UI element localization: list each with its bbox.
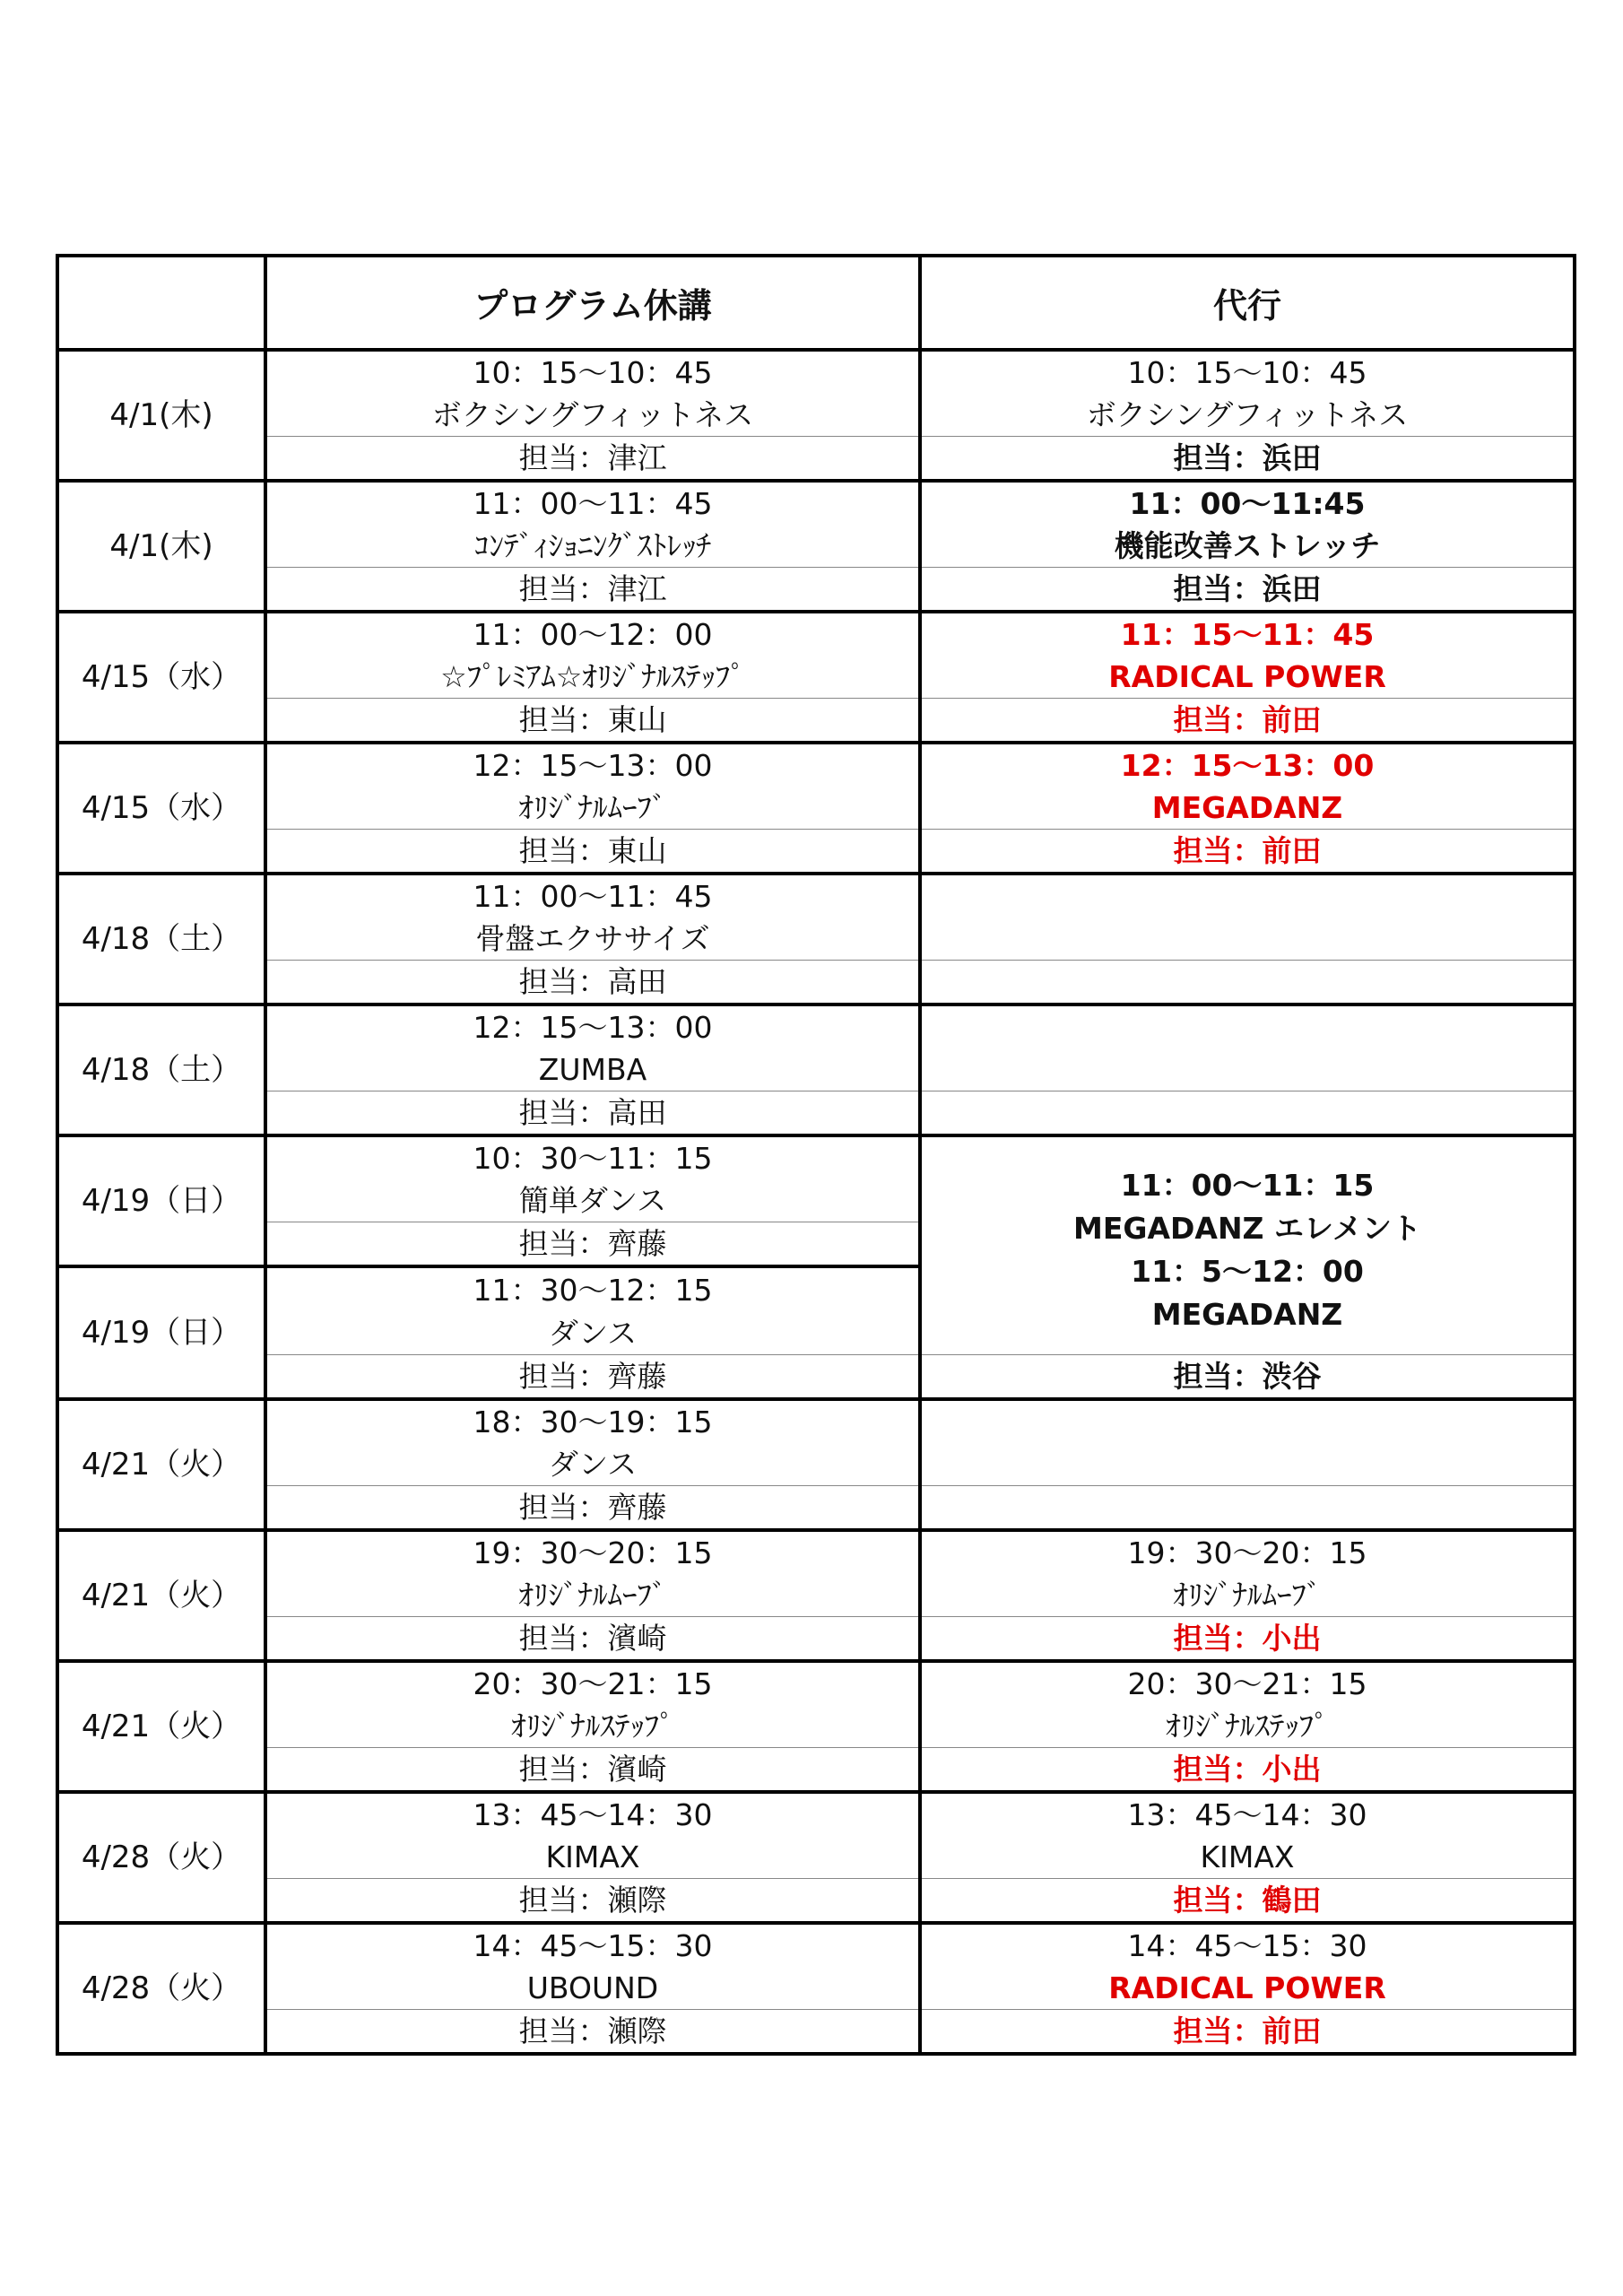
sub-time: 13：45〜14：30 [920,1792,1575,1836]
orig-program: 骨盤エクササイズ [265,918,920,961]
sub-instructor: 担当：小出 [920,1617,1575,1662]
orig-time: 13：45〜14：30 [265,1792,920,1836]
row-date: 4/1(木) [57,350,265,481]
orig-time: 18：30〜19：15 [265,1399,920,1443]
orig-instructor: 担当：齊藤 [265,1222,920,1267]
sub-program: ｵﾘｼﾞﾅﾙﾑｰﾌﾞ [920,1574,1575,1617]
sub-program: ボクシングフィットネス [920,394,1575,437]
orig-program: ダンス [265,1443,920,1486]
table-row [57,1530,1575,1574]
orig-time: 11：00〜11：45 [265,874,920,918]
schedule-sheet [56,254,1573,2056]
merged-sub-block [922,1137,1573,1354]
sub-empty [920,1004,1575,1091]
sub-empty [920,1091,1575,1136]
sub-program: 機能改善ストレッチ [920,525,1575,568]
header-original: プログラム休講 [265,256,920,350]
sub-program: MEGADANZ [920,787,1575,830]
sub-time: 19：30〜20：15 [920,1530,1575,1574]
sub-empty [920,1399,1575,1486]
row-date: 4/28（火） [57,1792,265,1923]
schedule-table [56,254,1576,2056]
orig-time: 12：15〜13：00 [265,1004,920,1048]
table-row [57,874,1575,918]
sub-instructor: 担当：浜田 [920,568,1575,613]
merged-sub-line4: MEGADANZ [1151,1297,1343,1332]
orig-program: ダンス [265,1312,920,1355]
table-row [57,1004,1575,1048]
orig-instructor: 担当：津江 [265,437,920,482]
merged-sub-line3: 11：5〜12：00 [1131,1254,1364,1289]
orig-instructor: 担当：瀬際 [265,1879,920,1924]
orig-time: 10：30〜11：15 [265,1135,920,1179]
orig-time: 20：30〜21：15 [265,1661,920,1705]
orig-program: ボクシングフィットネス [265,394,920,437]
orig-time: 11：30〜12：15 [265,1266,920,1312]
orig-program: ZUMBA [265,1048,920,1091]
row-date: 4/21（火） [57,1530,265,1661]
sub-time: 20：30〜21：15 [920,1661,1575,1705]
header-substitute: 代行 [920,256,1575,350]
orig-instructor: 担当：齊藤 [265,1486,920,1531]
table-row [57,1792,1575,1836]
sub-time: 11：15〜11：45 [920,612,1575,656]
sub-program: RADICAL POWER [920,656,1575,699]
orig-instructor: 担当：津江 [265,568,920,613]
merged-sub-line1: 11：00〜11：15 [1120,1168,1375,1203]
row-date: 4/21（火） [57,1399,265,1530]
orig-instructor: 担当：高田 [265,1091,920,1136]
table-row [57,1661,1575,1705]
orig-program: UBOUND [265,1967,920,2010]
orig-program: ☆ﾌﾟﾚﾐｱﾑ☆ｵﾘｼﾞﾅﾙｽﾃｯﾌﾟ [265,656,920,699]
orig-instructor: 担当：東山 [265,830,920,874]
row-date: 4/21（火） [57,1661,265,1792]
sub-program: ｵﾘｼﾞﾅﾙｽﾃｯﾌﾟ [920,1705,1575,1748]
sub-instructor: 担当：前田 [920,830,1575,874]
orig-time: 19：30〜20：15 [265,1530,920,1574]
orig-time: 14：45〜15：30 [265,1923,920,1967]
table-row [57,1923,1575,1967]
sub-instructor: 担当：浜田 [920,437,1575,482]
row-date: 4/1(木) [57,481,265,612]
sub-program: KIMAX [920,1836,1575,1879]
sub-instructor: 担当：小出 [920,1748,1575,1793]
merged-sub-instructor: 担当：渋谷 [922,1354,1573,1397]
orig-time: 10：15〜10：45 [265,350,920,394]
orig-program: ｵﾘｼﾞﾅﾙｽﾃｯﾌﾟ [265,1705,920,1748]
table-row [57,481,1575,525]
merged-substitute [920,1135,1575,1399]
row-date: 4/18（土） [57,874,265,1004]
orig-program: ｺﾝﾃﾞｨｼｮﾆﾝｸﾞｽﾄﾚｯﾁ [265,525,920,568]
table-row [57,1135,1575,1179]
orig-program: 簡単ダンス [265,1179,920,1222]
sub-time: 14：45〜15：30 [920,1923,1575,1967]
orig-instructor: 担当：濱崎 [265,1748,920,1793]
table-row [57,350,1575,394]
table-row [57,1399,1575,1443]
merged-sub-line2: MEGADANZ エレメント [1073,1211,1421,1246]
sub-empty [920,874,1575,961]
orig-instructor: 担当：瀬際 [265,2010,920,2055]
row-date: 4/28（火） [57,1923,265,2054]
orig-instructor: 担当：東山 [265,699,920,744]
row-date: 4/18（土） [57,1004,265,1135]
sub-instructor: 担当：鶴田 [920,1879,1575,1924]
orig-program: ｵﾘｼﾞﾅﾙﾑｰﾌﾞ [265,787,920,830]
orig-time: 12：15〜13：00 [265,743,920,787]
orig-program: KIMAX [265,1836,920,1879]
orig-instructor: 担当：濱崎 [265,1617,920,1662]
sub-time: 12：15〜13：00 [920,743,1575,787]
table-row [57,743,1575,787]
orig-instructor: 担当：齊藤 [265,1355,920,1400]
header-date [57,256,265,350]
sub-empty [920,961,1575,1005]
sub-empty [920,1486,1575,1531]
row-date: 4/15（水） [57,612,265,743]
header-row [57,256,1575,350]
orig-time: 11：00〜11：45 [265,481,920,525]
row-date: 4/19（日） [57,1266,265,1399]
orig-instructor: 担当：高田 [265,961,920,1005]
orig-time: 11：00〜12：00 [265,612,920,656]
sub-program: RADICAL POWER [920,1967,1575,2010]
orig-program: ｵﾘｼﾞﾅﾙﾑｰﾌﾞ [265,1574,920,1617]
row-date: 4/19（日） [57,1135,265,1266]
row-date: 4/15（水） [57,743,265,874]
sub-instructor: 担当：前田 [920,699,1575,744]
sub-time: 10：15〜10：45 [920,350,1575,394]
table-row [57,612,1575,656]
sub-instructor: 担当：前田 [920,2010,1575,2055]
sub-time: 11：00〜11:45 [920,481,1575,525]
